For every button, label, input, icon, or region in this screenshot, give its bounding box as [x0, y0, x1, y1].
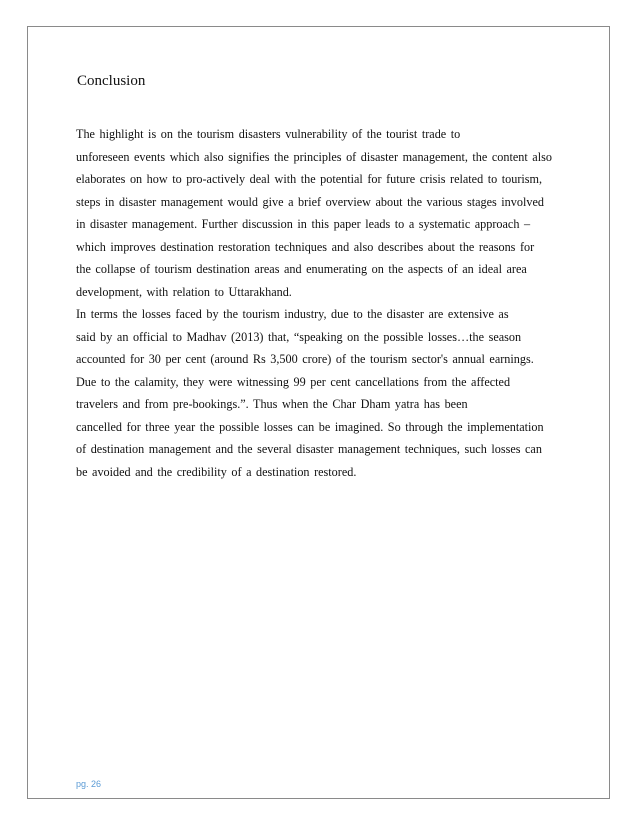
text-line: steps in disaster management would give a brief overview about the various stages involved: [76, 194, 544, 209]
text-line: development, with relation to Uttarakhand.: [76, 284, 292, 299]
text-line: of destination management and the several disaster management techniques, such losses can: [76, 442, 542, 456]
section-heading: Conclusion: [77, 73, 146, 89]
text-line: The highlight is on the tourism disasters vulnerability of the tourist trade to: [76, 127, 461, 141]
text-line: elaborates on how to pro-actively deal with the potential for future crisis related to tourism,: [76, 172, 543, 186]
text-line: the collapse of tourism destination areas and enumerating on the aspects of an ideal area: [76, 262, 527, 276]
text-line: Due to the calamity, they were witnessing 99 per cent cancellations from the affected: [76, 374, 511, 389]
text-line: accounted for 30 per cent (around Rs 3,500 crore) of the tourism sector's annual earnings.: [76, 352, 534, 366]
text-line: which improves destination restoration techniques and also describes about the reasons for: [76, 239, 535, 254]
text-line: in disaster management. Further discussion in this paper leads to a systematic approach –: [76, 217, 531, 231]
text-line: travelers and from pre-bookings.”. Thus when the Char Dham yatra has been: [76, 397, 468, 411]
text-line: In terms the losses faced by the tourism industry, due to the disaster are extensive as: [76, 307, 509, 321]
page-number: pg. 26: [76, 779, 102, 789]
text-line: be avoided and the credibility of a destination restored.: [76, 464, 357, 479]
text-line: said by an official to Madhav (2013) that, “speaking on the possible losses…the season: [76, 329, 522, 344]
conclusion-paragraph: [76, 123, 556, 483]
text-line: unforeseen events which also signifies the principles of disaster management, the content also: [76, 149, 552, 164]
text-line: cancelled for three year the possible losses can be imagined. So through the implementation: [76, 419, 544, 434]
